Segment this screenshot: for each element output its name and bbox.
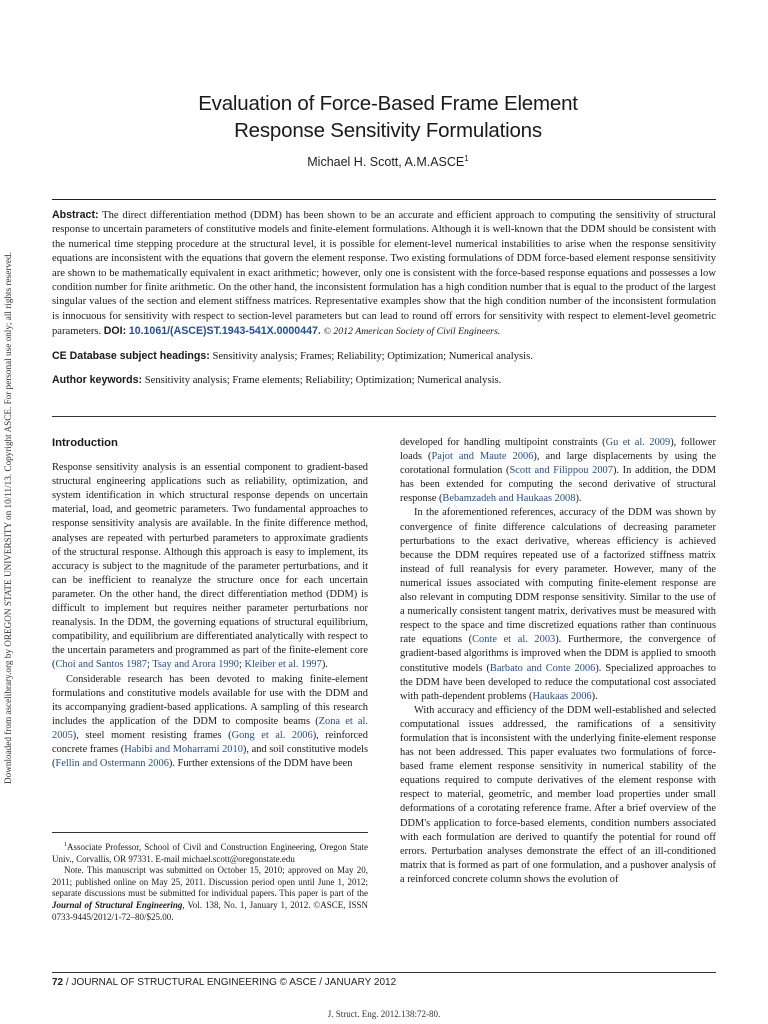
paper-title [60, 90, 716, 144]
citation-link[interactable]: Kleiber et al. 1997 [244, 659, 322, 671]
manuscript-note [52, 865, 368, 923]
citation-link[interactable]: Gu et al. 2009 [605, 437, 671, 448]
page-number: 72 [52, 977, 64, 988]
footnote-mark: 1 [64, 842, 67, 848]
intro-p3-text-b: ), follower loads ( [400, 437, 716, 463]
download-watermark-text: Downloaded from ascelibrary.org by OREGON STATE UNIVERSITY on 10/11/13. Copyright ASCE. For personal use only; all rights reserved. [3, 252, 13, 784]
footnotes [52, 840, 368, 923]
intro-paragraph-2 [52, 673, 368, 772]
ce-subject-headings [52, 347, 716, 364]
abstract-label: Abstract: [52, 209, 99, 221]
citation-link[interactable]: Habibi and Moharrami 2010 [124, 743, 243, 755]
manuscript-note-text-b: , Vol. 138, No. 1, January 1, 2012. ©ASCE, ISSN 0733-9445/2012/1-72–80/$25.00. [52, 899, 368, 922]
doi-label: DOI: [103, 325, 127, 338]
intro-paragraph-1 [52, 461, 368, 672]
citation-link[interactable]: Choi and Santos 1987 [55, 659, 147, 671]
journal-name: Journal of Structural Engineering [52, 899, 183, 910]
abstract-paragraph [52, 208, 716, 340]
affiliation-footnote-text: Associate Professor, School of Civil and Construction Engineering, Oregon State Univ., Corvallis, OR 97331. E-mail michael.scott@oregonstate.edu [52, 842, 368, 864]
citation-link[interactable]: Conte et al. 2003 [472, 634, 556, 646]
title-line-1: Evaluation of Force-Based Frame Element [198, 92, 578, 115]
intro-paragraph-3 [400, 436, 716, 506]
author-line [60, 154, 716, 169]
author-keywords-text: Sensitivity analysis; Frame elements; Reliability; Optimization; Numerical analysis. [144, 375, 502, 387]
intro-paragraph-5: With accuracy and efficiency of the DDM well-established and selected computational issues addressed, the ramifications of a sensitivity formulation that is inconsistent with the underlying finite-element response has not been addressed. This paper evaluates two formulations of force-based frame element response sensitivity in numerical stability of the equations required to compute derivatives of the element response with respect to material, geometric, and member load properties under small deformations of a corotating reference frame. After a brief overview of the DDM's application to force-based elements, condition numbers associated with each formulation are derived to quantify the potential for round off errors. Perturbation analyses demonstrate the effect of an ill-conditioned matrix that is formed as part of one formulation, and a pushover analysis of a reinforced concrete column shows the evolution of [400, 704, 716, 885]
author-affiliation-mark: 1 [464, 154, 469, 163]
intro-p2-text-a: Considerable research has been devoted to making finite-element formulations and constitutive models available for use with the DDM and its accompanying gradient-based applications. A sampling of this research includes the application of the DDM to composite beams ( [52, 673, 368, 727]
citation-link[interactable]: Zona et al. 2005 [52, 715, 368, 741]
affiliation-footnote [52, 840, 368, 865]
intro-p1-text-a: Response sensitivity analysis is an essential component to gradient-based structural engineering applications such as reliability, optimization, and system identification in which structural response depends on uncertain material, load, and geometric parameters. Two fundamental approaches to response sensitivity analysis are available. In the finite difference method, analyses are repeated with perturbed parameters to approximate gradients of the structural response. Although this approach is easy to implement, its accuracy is subject to the magnitude of the parameter perturbations, and it can be inefficient to reanalyze the structure once for each uncertain parameter. On the other hand, the direct differentiation method (DDM) is difficult to implement but requires neither parameter perturbations nor reanalysis. In the DDM, the governing equations of structural equilibrium, compatibility, and equilibrium are differentiated analytically with respect to the uncertain parameters and programmed as part of the finite-element core ( [52, 462, 368, 671]
intro-p4-text-c: ). Specialized approaches to the DDM have been developed to reduce the computational cost associated with path-dependent problems ( [400, 662, 717, 702]
introduction-heading: Introduction [52, 437, 118, 449]
citation-link[interactable]: Barbato and Conte 2006 [489, 662, 596, 674]
citation-link[interactable]: Tsay and Arora 1990 [152, 659, 239, 671]
author-keywords-label: Author keywords: [52, 374, 143, 387]
intro-paragraph-4 [400, 506, 716, 703]
intro-p2-text-d: ), and soil constitutive models ( [52, 743, 368, 770]
intro-p3-text-d: ). In addition, the DDM has been extended for computing the second derivative of structural response ( [400, 465, 716, 505]
footnote-separator [52, 832, 368, 833]
download-watermark [2, 210, 14, 784]
citation-link[interactable]: Haukaas 2006 [532, 690, 592, 702]
intro-p2-text-b: ), steel moment resisting frames ( [72, 729, 232, 741]
manuscript-note-text-a: Note. This manuscript was submitted on October 15, 2010; approved on May 20, 2011; published online on May 25, 2011. Discussion period open until June 1, 2012; separate discussions must be submitted for individual papers. This paper is part of the [52, 865, 368, 899]
right-column [400, 436, 716, 887]
citation-link[interactable]: Pajot and Maute 2006 [431, 451, 534, 463]
intro-p4-text-d: ). [591, 690, 598, 702]
intro-p2-text-e: ). Further extensions of the DDM have been [168, 758, 353, 770]
intro-p3-text-c: ), and large displacements by using the corotational formulation ( [400, 451, 716, 477]
doi-link[interactable]: 10.1061/(ASCE)ST.1943-541X.0000447. [128, 325, 321, 338]
abstract-bottom-rule [52, 416, 716, 417]
copyright-notice: © 2012 American Society of Civil Engineers. [323, 326, 501, 338]
ce-headings-label: CE Database subject headings: [52, 349, 210, 362]
intro-p3-text-e: ). [575, 493, 582, 505]
abstract-text: The direct differentiation method (DDM) has been shown to be an accurate and efficient approach to computing the sensitivity of structural response to uncertain parameters of constitutive models and finite-element formulations. Although it is well-known that the DDM should be consistent with the numerical time stepping procedure at the structural level, it is possible for element-level numerical instabilities to arise when the response sensitivity equations are inconsistent with the equations that govern the element response. Two existing formulations of DDM force-based element response sensitivity are shown to be mathematically equivalent in exact arithmetic; however, only one is consistent with the force-based response equations and possesses a low condition number for finite arithmetic. On the other hand, the inconsistent formulation has a high condition number that is equal to the product of the largest singular values of the section and element stiffness matrices. Representative examples show that the high condition number of the inconsistent formulation is innocuous for sensitivity with respect to section-level parameters but can lead to round off errors for sensitivity with respect to element-level geometric parameters. [52, 210, 716, 338]
intro-p3-text-a: developed for handling multipoint constraints ( [400, 437, 606, 448]
left-column [52, 436, 368, 771]
intro-p1-sep-2: ; [238, 659, 245, 671]
page-footer [52, 972, 716, 988]
intro-p1-sep-1: ; [146, 659, 153, 671]
citation-link[interactable]: Scott and Filippou 2007 [509, 465, 613, 477]
author-keywords [52, 371, 716, 388]
citation-link[interactable]: Bebamzadeh and Haukaas 2008 [442, 493, 576, 505]
citation-link[interactable]: Gong et al. 2006 [231, 729, 313, 741]
author-name: Michael H. Scott, A.M.ASCE [307, 155, 465, 170]
intro-p4-text-b: ). Furthermore, the convergence of gradient-based algorithms is improved when the DDM is applied to smooth constitutive models ( [400, 634, 716, 674]
ce-headings-text: Sensitivity analysis; Frames; Reliability; Optimization; Numerical analysis. [212, 350, 533, 362]
citation-line: J. Struct. Eng. 2012.138:72-80. [327, 1009, 441, 1019]
intro-p4-text-a: In the aforementioned references, accuracy of the DDM was shown by convergence of finite difference calculations of decreasing parameter perturbations to the exact derivative, whereas efficiency is achieved because the DDM requires repeated use of a factorized stiffness matrix instead of full reanalysis for every parameter. However, many of the numerical issues associated with computing finite-element response are also relevant in computing DDM response sensitivity. Similar to the use of a numerically consistent tangent matrix, derivatives must be measured with respect to the space and time discretized equations rather than continuous rate equations ( [400, 507, 716, 646]
intro-p2-text-c: ), reinforced concrete frames ( [52, 729, 368, 755]
citation-link[interactable]: Fellin and Ostermann 2006 [55, 758, 169, 770]
abstract-section [52, 199, 716, 388]
title-line-2: Response Sensitivity Formulations [234, 119, 542, 142]
journal-footer-text: / JOURNAL OF STRUCTURAL ENGINEERING © ASCE / JANUARY 2012 [63, 977, 397, 988]
intro-p1-text-b: ). [321, 659, 328, 671]
